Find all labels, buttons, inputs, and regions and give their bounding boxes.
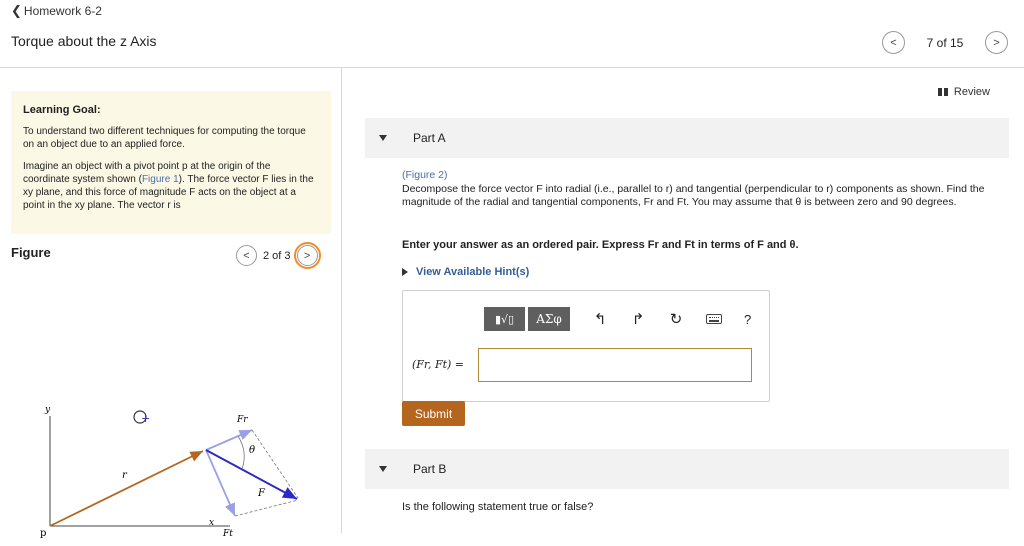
chevron-left-icon: ❮ <box>11 3 22 18</box>
chevron-right-icon: > <box>303 249 311 262</box>
part-a-description: Decompose the force vector F into radial (i.e., parallel to r) and tangential (perpendicular to r) components as shown. Find the magnitude of the radial and tangential components, Fr and Ft. You may assume that θ is between zero and 90 degrees. <box>402 182 985 208</box>
figure-pager <box>236 245 318 266</box>
view-hints-label: View Available Hint(s) <box>416 266 530 278</box>
review-button[interactable] <box>938 86 990 98</box>
fr-component <box>206 430 252 450</box>
part-b-title: Part B <box>413 462 447 476</box>
theta-label: θ <box>249 445 256 456</box>
fr-label: Fr <box>237 415 248 425</box>
part-a-title: Part A <box>413 131 446 145</box>
part-b-header[interactable] <box>365 449 1009 489</box>
undo-icon[interactable]: ↰ <box>593 311 607 328</box>
chevron-left-icon: < <box>890 36 897 49</box>
math-templates-button[interactable]: ▮√▯ <box>484 307 525 331</box>
figure-position: 2 of 3 <box>263 249 291 262</box>
next-item-button[interactable] <box>985 31 1008 54</box>
learning-goal-text-a: Imagine an object with a pivot point p at the origin of the coordinate system shown ( <box>23 161 271 185</box>
part-a-instruction: Enter your answer as an ordered pair. Express Fr and Ft in terms of F and θ. <box>402 239 799 251</box>
learning-goal-title: Learning Goal: <box>23 104 101 116</box>
x-axis-label: x <box>209 518 215 528</box>
pivot-label: p <box>40 528 47 539</box>
greek-symbols-button[interactable]: ΑΣφ <box>528 307 570 331</box>
force-label: F <box>258 488 265 499</box>
keyboard-icon[interactable] <box>706 314 722 324</box>
view-hints-link[interactable] <box>402 266 529 278</box>
book-icon <box>938 88 948 96</box>
torque-figure <box>20 326 320 546</box>
back-to-assignment-link[interactable] <box>11 3 102 19</box>
previous-figure-button[interactable] <box>236 245 257 266</box>
item-pager <box>882 31 1008 54</box>
r-vector <box>50 451 203 526</box>
left-pane <box>0 68 342 539</box>
submit-button[interactable]: Submit <box>402 401 465 426</box>
right-pane <box>343 68 1024 533</box>
y-axis-label: y <box>45 405 51 415</box>
caret-down-icon <box>379 466 387 472</box>
answer-input[interactable] <box>478 348 752 382</box>
figure-1-link[interactable]: Figure 1 <box>141 174 179 185</box>
construction-line-2 <box>235 500 298 516</box>
previous-item-button[interactable] <box>882 31 905 54</box>
item-position: 7 of 15 <box>926 35 964 50</box>
figure-2-link[interactable]: (Figure 2) <box>402 169 448 181</box>
caret-down-icon <box>379 135 387 141</box>
learning-goal-box <box>11 91 331 234</box>
part-b-question: Is the following statement true or false? <box>402 501 594 513</box>
redo-icon[interactable]: ↱ <box>631 311 645 328</box>
answer-box <box>402 290 770 402</box>
caret-right-icon <box>402 268 408 276</box>
figure-heading: Figure <box>11 245 51 260</box>
plus-label: + <box>141 412 151 425</box>
theta-arc <box>238 436 244 469</box>
chevron-left-icon: < <box>243 249 250 262</box>
reset-icon[interactable]: ↻ <box>669 311 683 328</box>
review-label: Review <box>953 86 990 98</box>
part-a-header[interactable] <box>365 118 1009 158</box>
r-vector-label: r <box>122 470 127 481</box>
part-a-body <box>402 169 1002 210</box>
top-bar <box>0 0 1024 68</box>
back-link-label: Homework 6-2 <box>23 4 102 18</box>
force-vector <box>206 450 297 499</box>
chevron-right-icon: > <box>993 36 1000 49</box>
next-figure-button[interactable] <box>297 245 318 266</box>
learning-goal-text-b: ). The force vector F lies in the xy plane, and this force of magnitude F acts on the object at a point in the xy plane. The vector r is <box>23 174 314 211</box>
learning-goal-paragraph-2 <box>23 160 319 212</box>
help-icon[interactable]: ? <box>744 311 752 327</box>
equation-label: (Fr, Ft) = <box>412 358 465 371</box>
learning-goal-paragraph-1: To understand two different techniques for computing the torque on an object due to an applied force. <box>23 126 306 150</box>
ft-component <box>206 450 235 516</box>
ft-label: Ft <box>223 529 233 539</box>
math-toolbar <box>484 307 751 331</box>
page-title: Torque about the z Axis <box>11 33 157 49</box>
